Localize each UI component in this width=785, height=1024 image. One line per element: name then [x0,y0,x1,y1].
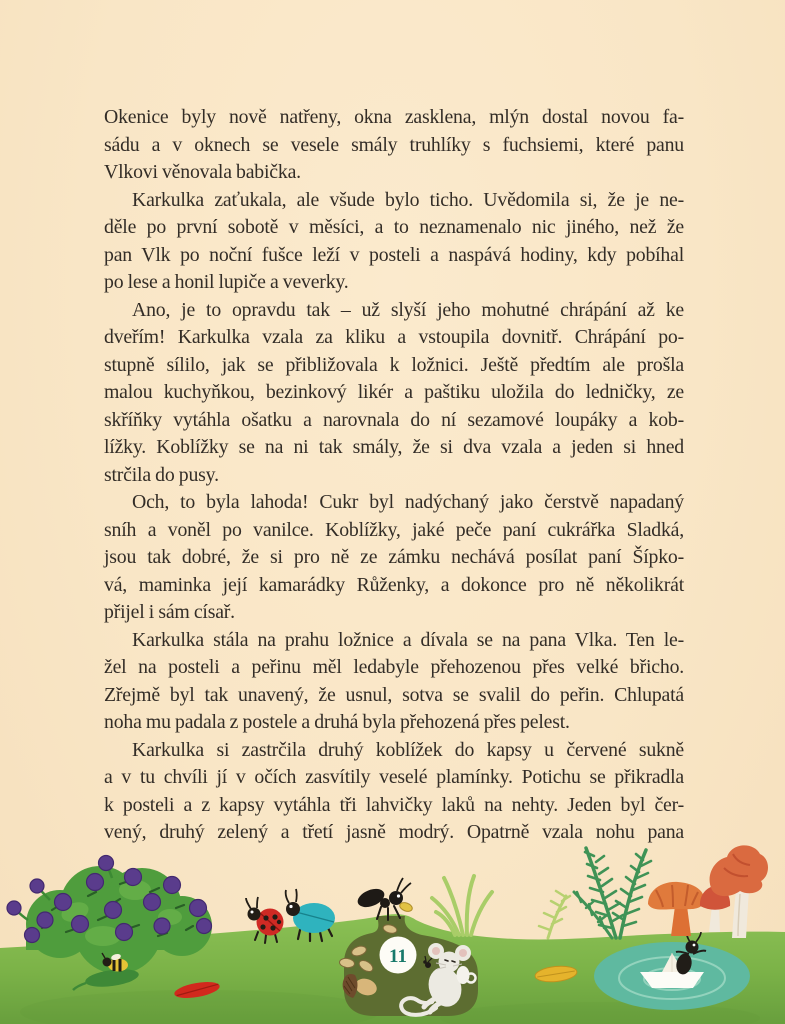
story-line: noha mu padala z postele a druhá byla přehozená přes pelest. [104,711,570,733]
story-line: sníh a voněl po vanilce. Koblížky, jaké peče paní cukrářka Sladká, [104,518,684,541]
story-line: a v tu chvíli jí v očích zasvítily veselé plamínky. Potichu se přikradla [104,766,684,788]
light-fern [539,891,570,938]
mouse-head [439,952,460,973]
story-line: děle po první sobotě v měsíci, a to neznamenalo nic jiného, než že [104,216,684,238]
meadow-scene [0,832,785,1024]
story-line: malou kuchyňkou, bezinkový likér a paštiku uložila do ledničky, ze [104,381,684,403]
story-line: Okenice byly nově natřeny, okna zasklena, mlýn dostal novou fa- [104,106,684,128]
story-line: přijel i sám císař. [104,601,235,623]
story-line: Ano, je to opravdu tak – už slyší jeho mohutné chrápání až ke [132,298,684,321]
story-line: skříňky vytáhla ošatku a narovnala do ní sezamové loupáky a kob- [104,408,684,431]
story-line: stupně sílilo, jak se přibližovala k ložnici. Ještě předtím ale prošla [104,353,684,376]
story-line: Zřejmě byl tak unavený, že usnul, sotva se svalil do peřin. Chlupatá [104,683,684,706]
story-line: dveřím! Karkulka vzala za kliku a vstoupila dovnitř. Chrápání po- [104,326,684,348]
page-number: 11 [389,946,407,967]
story-line: Karkulka stála na prahu ložnice a dívala se na pana Vlka. Ten le- [132,628,684,651]
meadow-illustration [0,832,785,1024]
story-line: sádu a v oknech se vesele smály truhlíky s fuchsiemi, které panu [104,133,684,156]
chanterelle-mushroom [648,882,704,936]
story-line: vá, maminka její kamarádky Růženky, a dokonce pro ně několikrát [104,573,684,596]
story-line: po lese a honil lupiče a veverky. [104,271,349,293]
grass-tuft [432,876,492,935]
story-line: Karkulka zaťukala, ale všude bylo ticho. Uvědomila si, že je ne- [132,188,684,211]
story-line: lížky. Koblížky se na ni tak smály, že si dva vzala a jeden si hned [104,436,684,458]
ant-with-seed-icon [355,878,413,920]
story-line: vený, druhý zelený a třetí jasně modrý. Opatrně vzala nohu pana [104,821,684,843]
story-line: k posteli a z kapsy vytáhla tři lahvičky laků na nehty. Jeden byl čer- [104,793,684,816]
story-line: strčila do pusy. [104,463,219,486]
dark-fern [574,848,651,938]
story-line: Vlkovi věnovala babička. [104,161,301,183]
story-line: Karkulka si zastrčila druhý koblížek do kapsy u červené sukně [132,738,684,761]
story-line: žel na posteli a peřinu měl ledabyle přehozenou přes velké břicho. [104,656,684,678]
story-line: jsou tak dobré, že si pro ně ze zámku nechává posílat paní Šípko- [104,546,684,568]
story-line: pan Vlk po noční fušce leží v posteli a naspává hodiny, kdy pobíhal [104,243,684,266]
story-line: Och, to byla lahoda! Cukr byl nadýchaný jako čerstvě napadaný [132,491,684,513]
story-text [104,104,684,847]
